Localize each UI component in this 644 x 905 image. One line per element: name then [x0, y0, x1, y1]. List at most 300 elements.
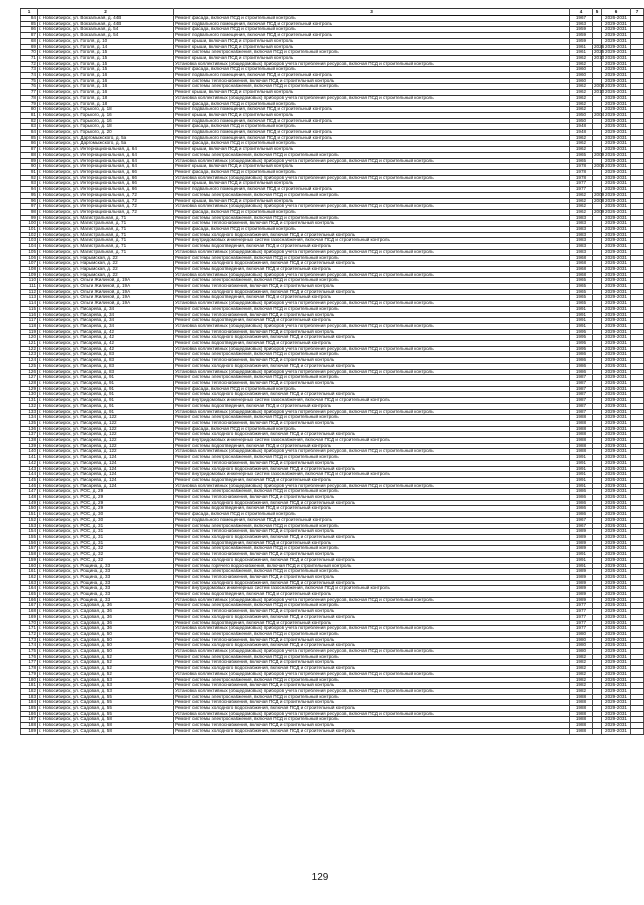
row-work-type: Ремонт системы холодного водоснабжения, включая ПСД и строительный контроль — [174, 363, 570, 369]
row-address: г. Новосибирск, ул. Садовая, д. 55 — [38, 700, 174, 706]
row-last-repair-year: 2004 — [594, 111, 605, 117]
row-work-type: Ремонт подвального помещения, включая ПСД и строительный контроль — [174, 187, 570, 193]
row-address: г. Новосибирск, ул. Писарева, д. 124 — [38, 455, 174, 461]
row-year-built: 1962 — [570, 135, 593, 141]
row-work-type: Ремонт системы теплоснабжения, включая ПСД и строительный контроль — [174, 495, 570, 501]
header-col-3: 3 — [174, 9, 570, 16]
row-number: 159 — [21, 557, 38, 563]
row-year-built: 1962 — [570, 209, 593, 215]
row-work-type: Ремонт системы электроснабжения, включая ПСД и строительный контроль — [174, 255, 570, 261]
row-work-type: Ремонт системы холодного водоснабжения, включая ПСД и строительный контроль — [174, 580, 570, 586]
row-address: г. Новосибирск, ул. Писарева, д. 124 — [38, 466, 174, 472]
row-number: 86 — [21, 141, 38, 147]
row-planned-period: 2029-2031 — [602, 706, 631, 712]
row-work-type: Ремонт системы теплоснабжения, включая ПСД и строительный контроль — [174, 460, 570, 466]
row-planned-period: 2029-2031 — [602, 198, 631, 204]
row-planned-period: 2026-2031 — [602, 124, 631, 130]
row-address: г. Новосибирск, ул. Рощина, д. 33 — [38, 580, 174, 586]
row-planned-period: 2029-2031 — [602, 187, 631, 193]
row-planned-period: 2029-2031 — [602, 534, 631, 540]
row-planned-period: 2029-2031 — [602, 84, 631, 90]
row-address: г. Новосибирск, ул. Рощина, д. 33 — [38, 563, 174, 569]
row-year-built: 1988 — [570, 420, 593, 426]
row-work-type: Установка коллективных (общедомовых) приборов учета потребления ресурсов, включая ПСД и строительный контроль — [174, 175, 570, 181]
row-year-built: 1980 — [570, 631, 593, 637]
row-work-type: Ремонт системы водоотведения, включая ПСД и строительный контроль — [174, 403, 570, 409]
row-address: г. Новосибирск, ул. Гоголя, д. 16 — [38, 90, 174, 96]
row-planned-period: 2029-2031 — [602, 284, 631, 290]
row-planned-period: 2026-2031 — [602, 603, 631, 609]
row-number: 144 — [21, 472, 38, 478]
row-work-type: Ремонт системы холодного водоснабжения, включая ПСД и строительный контроль — [174, 728, 570, 734]
row-last-repair-year: 2006 — [594, 163, 605, 169]
row-year-built: 1995 — [570, 335, 593, 341]
row-year-built: 1962 — [570, 55, 593, 61]
row-number: 96 — [21, 198, 38, 204]
row-planned-period: 2029-2031 — [602, 455, 631, 461]
row-work-type: Ремонт фасада, включая ПСД и строительный контроль — [174, 227, 570, 233]
row-planned-period: 2029-2031 — [602, 73, 631, 79]
row-work-type: Ремонт системы холодного водоснабжения, включая ПСД и строительный контроль — [174, 643, 570, 649]
row-address: г. Новосибирск, ул. Садовая, д. 52 — [38, 666, 174, 672]
row-work-type: Ремонт фасада, включая ПСД и строительный контроль — [174, 141, 570, 147]
row-planned-period: 2026-2031 — [602, 569, 631, 575]
row-planned-period: 2029-2031 — [602, 552, 631, 558]
row-year-built: 1987 — [570, 386, 593, 392]
row-year-built: 1967 — [570, 517, 593, 523]
row-planned-period: 2029-2031 — [602, 580, 631, 586]
row-year-built: 1988 — [570, 443, 593, 449]
row-year-built: 1988 — [570, 711, 593, 717]
row-work-type: Ремонт системы электроснабжения, включая ПСД и строительный контроль — [174, 603, 570, 609]
row-work-type: Ремонт крыши, включая ПСД и строительный контроль — [174, 44, 570, 50]
row-address: г. Новосибирск, ул. Писарева, д. 91 — [38, 403, 174, 409]
row-planned-period: 2029-2031 — [602, 711, 631, 717]
row-work-type: Установка коллективных (общедомовых) приборов учета потребления ресурсов, включая ПСД и строительный контроль — [174, 249, 570, 255]
row-year-built: 1995 — [570, 341, 593, 347]
row-year-built: 1977 — [570, 626, 593, 632]
row-planned-period: 2026-2031 — [602, 626, 631, 632]
row-number: 74 — [21, 73, 38, 79]
row-work-type: Ремонт системы холодного водоснабжения, включая ПСД и строительный контроль — [174, 706, 570, 712]
row-work-type: Ремонт системы холодного водоснабжения, включая ПСД и строительный контроль — [174, 392, 570, 398]
row-number: 87 — [21, 147, 38, 153]
row-work-type: Ремонт системы холодного водоснабжения, включая ПСД и строительный контроль — [174, 666, 570, 672]
row-address: г. Новосибирск, ул. Писарева, д. 122 — [38, 426, 174, 432]
row-number: 114 — [21, 301, 38, 307]
row-work-type: Ремонт фасада, включая ПСД и строительный контроль — [174, 16, 570, 22]
row-number: 75 — [21, 78, 38, 84]
row-address: г. Новосибирск, ул. Ольги Жилиной, д. 19А — [38, 295, 174, 301]
row-number: 107 — [21, 261, 38, 267]
row-address: г. Новосибирск, ул. РОС, д. 30 — [38, 512, 174, 518]
row-year-built: 1965 — [570, 301, 593, 307]
row-year-built: 1982 — [570, 688, 593, 694]
row-year-built: 1968 — [570, 261, 593, 267]
row-work-type: Ремонт фасада, включая ПСД и строительный контроль — [174, 67, 570, 73]
row-year-built: 1983 — [570, 227, 593, 233]
row-year-built: 1986 — [570, 495, 593, 501]
row-number: 97 — [21, 204, 38, 210]
row-work-type: Установка коллективных (общедомовых) приборов учета потребления ресурсов, включая ПСД и строительный контроль — [174, 483, 570, 489]
row-year-built: 1986 — [570, 369, 593, 375]
row-number: 117 — [21, 318, 38, 324]
row-year-built: 1968 — [570, 255, 593, 261]
row-planned-period: 2029-2031 — [602, 409, 631, 415]
row-year-built: 1962 — [570, 192, 593, 198]
header-col-1: 1 — [21, 9, 38, 16]
row-work-type: Ремонт внутридомовых инженерных систем газоснабжения, включая ПСД и строительный контроль — [174, 238, 570, 244]
row-last-repair-year: 2010 — [594, 54, 605, 60]
row-planned-period: 2029-2031 — [602, 227, 631, 233]
row-work-type: Установка коллективных (общедомовых) приборов учета потребления ресурсов, включая ПСД и строительный контроль — [174, 626, 570, 632]
row-number: 163 — [21, 580, 38, 586]
row-number: 92 — [21, 175, 38, 181]
row-address: г. Новосибирск, ул. Писарева, д. 122 — [38, 449, 174, 455]
row-number: 70 — [21, 50, 38, 56]
row-work-type: Установка коллективных (общедомовых) приборов учета потребления ресурсов, включая ПСД и строительный контроль — [174, 597, 570, 603]
row-work-type: Установка коллективных (общедомовых) приборов учета потребления ресурсов, включая ПСД и строительный контроль — [174, 409, 570, 415]
row-address: г. Новосибирск, ул. Магистральная, д. 71 — [38, 215, 174, 221]
row-last-repair-year: 2008 — [594, 83, 605, 89]
row-work-type: Ремонт системы электроснабжения, включая ПСД и строительный контроль — [174, 50, 570, 56]
row-planned-period: 2029-2031 — [602, 403, 631, 409]
row-address: г. Новосибирск, ул. Гоголя, д. 10 — [38, 38, 174, 44]
row-address: г. Новосибирск, ул. Вокзальная, д. 44В — [38, 21, 174, 27]
row-planned-period: 2029-2031 — [602, 95, 631, 101]
row-work-type: Ремонт фасада, включая ПСД и строительный контроль — [174, 27, 570, 33]
row-address: г. Новосибирск, ул. Интернациональная, д. 72 — [38, 204, 174, 210]
row-planned-period: 2029-2031 — [602, 135, 631, 141]
row-work-type: Установка коллективных (общедомовых) приборов учета потребления ресурсов, включая ПСД и строительный контроль — [174, 272, 570, 278]
row-number: 127 — [21, 375, 38, 381]
row-address: г. Новосибирск, ул. Садовая, д. 50 — [38, 637, 174, 643]
row-year-built: 1965 — [570, 278, 593, 284]
header-col-4: 4 — [570, 9, 593, 16]
row-address: г. Новосибирск, ул. РОС, д. 32 — [38, 552, 174, 558]
row-planned-period: 2029-2031 — [602, 375, 631, 381]
row-planned-period: 2026-2031 — [602, 495, 631, 501]
row-work-type: Ремонт крыши, включая ПСД и строительный контроль — [174, 198, 570, 204]
row-number: 145 — [21, 477, 38, 483]
row-planned-period: 2029-2031 — [602, 141, 631, 147]
row-planned-period: 2029-2031 — [602, 438, 631, 444]
row-work-type: Установка коллективных (общедомовых) приборов учета потребления ресурсов, включая ПСД и строительный контроль — [174, 95, 570, 101]
row-planned-period: 2026-2031 — [602, 381, 631, 387]
row-work-type: Установка коллективных (общедомовых) приборов учета потребления ресурсов, включая ПСД и строительный контроль — [174, 711, 570, 717]
row-address: г. Новосибирск, ул. Писарева, д. 122 — [38, 432, 174, 438]
row-year-built: 1948 — [570, 130, 593, 136]
row-planned-period: 2029-2031 — [602, 346, 631, 352]
row-planned-period: 2029-2031 — [602, 631, 631, 637]
row-year-built: 1959 — [570, 38, 593, 44]
row-planned-period: 2029-2031 — [602, 21, 631, 27]
row-work-type: Установка коллективных (общедомовых) приборов учета потребления ресурсов, включая ПСД и строительный контроль — [174, 688, 570, 694]
row-work-type: Ремонт системы электроснабжения, включая ПСД и строительный контроль — [174, 717, 570, 723]
row-number: 182 — [21, 688, 38, 694]
row-year-built: 1977 — [570, 609, 593, 615]
row-year-built: 1987 — [570, 375, 593, 381]
row-year-built: 1991 — [570, 318, 593, 324]
row-address: г. Новосибирск, ул. Горького, д. 18 — [38, 107, 174, 113]
row-planned-period: 2029-2031 — [602, 33, 631, 39]
row-work-type: Ремонт системы теплоснабжения, включая ПСД и строительный контроль — [174, 78, 570, 84]
row-work-type: Установка коллективных (общедомовых) приборов учета потребления ресурсов, включая ПСД и строительный контроль — [174, 649, 570, 655]
row-number: 116 — [21, 312, 38, 318]
row-address: г. Новосибирск, ул. Писарева, д. 124 — [38, 477, 174, 483]
row-year-built: 1988 — [570, 415, 593, 421]
row-year-built: 1948 — [570, 124, 593, 130]
row-address: г. Новосибирск, ул. Нарымская, д. 22 — [38, 266, 174, 272]
row-number: 187 — [21, 717, 38, 723]
row-planned-period: 2026-2031 — [602, 477, 631, 483]
row-work-type: Ремонт системы холодного водоснабжения, включая ПСД и строительный контроль — [174, 557, 570, 563]
row-work-type: Ремонт системы электроснабжения, включая ПСД и строительный контроль — [174, 84, 570, 90]
row-number: 112 — [21, 289, 38, 295]
row-address: г. Новосибирск, ул. Писарева, д. 42 — [38, 335, 174, 341]
row-year-built: 1962 — [570, 141, 593, 147]
row-year-built: 1988 — [570, 438, 593, 444]
row-address: г. Новосибирск, ул. Садовая, д. 52 — [38, 671, 174, 677]
row-work-type: Ремонт системы теплоснабжения, включая ПСД и строительный контроль — [174, 329, 570, 335]
row-address: г. Новосибирск, ул. Горького, д. 16 — [38, 118, 174, 124]
row-address: г. Новосибирск, ул. Гоголя, д. 15 — [38, 55, 174, 61]
row-number: 138 — [21, 438, 38, 444]
row-last-repair-year: 2009 — [594, 191, 605, 197]
row-planned-period: 2029-2031 — [602, 130, 631, 136]
row-address: г. Новосибирск, ул. Писарева, д. 122 — [38, 438, 174, 444]
row-number: 185 — [21, 706, 38, 712]
row-work-type: Ремонт крыши, включая ПСД и строительный контроль — [174, 38, 570, 44]
row-work-type: Ремонт системы электроснабжения, включая ПСД и строительный контроль — [174, 455, 570, 461]
row-work-type: Ремонт системы холодного водоснабжения, включая ПСД и строительный контроль — [174, 534, 570, 540]
row-number: 129 — [21, 386, 38, 392]
row-year-built: 1987 — [570, 409, 593, 415]
row-year-built: 1986 — [570, 352, 593, 358]
row-number: 105 — [21, 249, 38, 255]
row-number: 87 — [21, 33, 38, 39]
row-planned-period: 2026-2031 — [602, 683, 631, 689]
row-work-type: Ремонт системы холодного водоснабжения, включая ПСД и строительный контроль — [174, 614, 570, 620]
row-number: 141 — [21, 455, 38, 461]
row-planned-period: 2029-2031 — [602, 649, 631, 655]
row-work-type: Ремонт системы водоотведения, включая ПСД и строительный контроль — [174, 477, 570, 483]
row-work-type: Ремонт системы электроснабжения, включая ПСД и строительный контроль — [174, 415, 570, 421]
row-work-type: Ремонт крыши, включая ПСД и строительный контроль — [174, 112, 570, 118]
row-year-built: 1983 — [570, 232, 593, 238]
row-year-built: 1960 — [570, 67, 593, 73]
row-work-type: Ремонт фасада, включая ПСД и строительный контроль — [174, 209, 570, 215]
row-work-type: Ремонт системы водоотведения, включая ПСД и строительный контроль — [174, 592, 570, 598]
row-number: 160 — [21, 563, 38, 569]
row-address: г. Новосибирск, ул. Магистральная, д. 71 — [38, 227, 174, 233]
row-number: 91 — [21, 169, 38, 175]
row-number: 143 — [21, 466, 38, 472]
row-address: г. Новосибирск, ул. Писарева, д. 124 — [38, 472, 174, 478]
row-work-type: Ремонт системы теплоснабжения, включая ПСД и строительный контроль — [174, 420, 570, 426]
row-year-built: 1961 — [570, 44, 593, 50]
row-year-built: 1982 — [570, 660, 593, 666]
row-year-built: 1980 — [570, 649, 593, 655]
row-work-type: Ремонт внутридомовых инженерных систем газоснабжения, включая ПСД и строительный контроль — [174, 586, 570, 592]
row-year-built: 1991 — [570, 466, 593, 472]
row-planned-period: 2029-2031 — [602, 426, 631, 432]
row-year-built: 1989 — [570, 534, 593, 540]
row-number: 156 — [21, 540, 38, 546]
row-address: г. Новосибирск, ул. Писарева, д. 34 — [38, 318, 174, 324]
row-planned-period: 2029-2031 — [602, 540, 631, 546]
row-address: г. Новосибирск, ул. Даргомыжского, д. 5а — [38, 135, 174, 141]
row-year-built: 1988 — [570, 717, 593, 723]
row-planned-period: 2026-2031 — [602, 643, 631, 649]
row-planned-period: 2029-2031 — [602, 671, 631, 677]
row-work-type: Ремонт подвального помещения, включая ПСД и строительный контроль — [174, 73, 570, 79]
row-planned-period: 2029-2031 — [602, 609, 631, 615]
row-year-built: 1962 — [570, 101, 593, 107]
row-year-built: 1988 — [570, 728, 593, 734]
row-address: г. Новосибирск, ул. Писарева, д. 91 — [38, 386, 174, 392]
row-address: г. Новосибирск, ул. Писарева, д. 122 — [38, 415, 174, 421]
row-planned-period: 2029-2031 — [602, 637, 631, 643]
row-number: 119 — [21, 329, 38, 335]
row-planned-period: 2029-2031 — [602, 483, 631, 489]
row-number: 83 — [21, 124, 38, 130]
header-col-2: 2 — [38, 9, 174, 16]
row-number: 180 — [21, 677, 38, 683]
row-number: 165 — [21, 592, 38, 598]
row-work-type: Установка коллективных (общедомовых) приборов учета потребления ресурсов, включая ПСД и строительный контроль — [174, 323, 570, 329]
row-number: 106 — [21, 255, 38, 261]
row-year-built: 1983 — [570, 221, 593, 227]
row-work-type: Ремонт системы теплоснабжения, включая ПСД и строительный контроль — [174, 660, 570, 666]
row-year-built: 1967 — [570, 523, 593, 529]
row-number: 188 — [21, 723, 38, 729]
row-work-type: Ремонт системы теплоснабжения, включая ПСД и строительный контроль — [174, 574, 570, 580]
row-address: г. Новосибирск, ул. Писарева, д. 91 — [38, 375, 174, 381]
row-planned-period: 2029-2031 — [602, 700, 631, 706]
row-address: г. Новосибирск, ул. Нарымская, д. 22 — [38, 272, 174, 278]
row-number: 183 — [21, 694, 38, 700]
row-address: г. Новосибирск, ул. Садовая, д. 53 — [38, 677, 174, 683]
row-address: г. Новосибирск, ул. Интернациональная, д. 72 — [38, 209, 174, 215]
row-year-built: 1962 — [570, 204, 593, 210]
row-address: г. Новосибирск, ул. Садовая, д. 58 — [38, 723, 174, 729]
row-year-built: 1986 — [570, 489, 593, 495]
row-work-type: Ремонт системы электроснабжения, включая ПСД и строительный контроль — [174, 375, 570, 381]
row-address: г. Новосибирск, ул. Садовая, д. 52 — [38, 660, 174, 666]
row-year-built: 1988 — [570, 694, 593, 700]
row-planned-period: 2029-2031 — [602, 175, 631, 181]
row-number: 95 — [21, 192, 38, 198]
row-number: 99 — [21, 215, 38, 221]
row-year-built: 1963 — [570, 21, 593, 27]
row-year-built: 1988 — [570, 700, 593, 706]
row-address: г. Новосибирск, ул. Даргомыжского, д. 5а — [38, 141, 174, 147]
row-work-type: Ремонт системы электроснабжения, включая ПСД и строительный контроль — [174, 215, 570, 221]
row-year-built: 1978 — [570, 175, 593, 181]
row-address: г. Новосибирск, ул. Интернациональная, д. 64 — [38, 164, 174, 170]
row-planned-period: 2029-2031 — [602, 728, 631, 734]
row-work-type: Установка коллективных (общедомовых) приборов учета потребления ресурсов, включая ПСД и строительный контроль — [174, 449, 570, 455]
row-work-type: Ремонт крыши, включая ПСД и строительный контроль — [174, 181, 570, 187]
row-work-type: Ремонт системы теплоснабжения, включая ПСД и строительный контроль — [174, 683, 570, 689]
row-address: г. Новосибирск, ул. Вокзальная, д. 54 — [38, 27, 174, 33]
row-address: г. Новосибирск, ул. Ольги Жилиной, д. 19А — [38, 301, 174, 307]
row-work-type: Ремонт фасада, включая ПСД и строительный контроль — [174, 512, 570, 518]
row-work-type: Ремонт подвального помещения, включая ПСД и строительный контроль — [174, 135, 570, 141]
row-planned-period: 2026-2031 — [602, 620, 631, 626]
row-last-repair-year: 2008 — [594, 197, 605, 203]
row-work-type: Ремонт системы теплоснабжения, включая ПСД и строительный контроль — [174, 723, 570, 729]
row-planned-period: 2029-2031 — [602, 215, 631, 221]
row-number: 162 — [21, 574, 38, 580]
row-work-type: Ремонт системы горячего водоснабжения, включая ПСД и строительный контроль — [174, 563, 570, 569]
row-address: г. Новосибирск, ул. Писарева, д. 83 — [38, 358, 174, 364]
row-work-type: Ремонт системы водоотведения, включая ПСД и строительный контроль — [174, 506, 570, 512]
row-year-built: 1988 — [570, 449, 593, 455]
row-work-type: Ремонт системы электроснабжения, включая ПСД и строительный контроль — [174, 546, 570, 552]
row-year-built: 1995 — [570, 346, 593, 352]
row-number: 85 — [21, 135, 38, 141]
row-planned-period: 2026-2031 — [602, 574, 631, 580]
row-number: 181 — [21, 683, 38, 689]
row-planned-period: 2026-2031 — [602, 523, 631, 529]
row-work-type: Ремонт системы электроснабжения, включая ПСД и строительный контроль — [174, 192, 570, 198]
row-number: 90 — [21, 164, 38, 170]
row-planned-period: 2029-2031 — [602, 443, 631, 449]
row-work-type: Установка коллективных (общедомовых) приборов учета потребления ресурсов, включая ПСД и строительный контроль — [174, 346, 570, 352]
row-planned-period: 2029-2031 — [602, 27, 631, 33]
row-number: 72 — [21, 61, 38, 67]
row-year-built: 1962 — [570, 95, 593, 101]
row-year-built: 1961 — [570, 50, 593, 56]
row-planned-period: 2029-2031 — [602, 398, 631, 404]
row-address: г. Новосибирск, ул. Писарева, д. 34 — [38, 312, 174, 318]
row-number: 122 — [21, 346, 38, 352]
row-address: г. Новосибирск, ул. Интернациональная, д. 72 — [38, 192, 174, 198]
row-number: 175 — [21, 649, 38, 655]
row-number: 124 — [21, 358, 38, 364]
page-number: 129 — [311, 872, 329, 883]
row-address: г. Новосибирск, ул. Садовая, д. 55 — [38, 706, 174, 712]
row-address: г. Новосибирск, ул. Садовая, д. 36 — [38, 626, 174, 632]
row-planned-period: 2029-2031 — [602, 329, 631, 335]
row-work-type: Ремонт системы электроснабжения, включая ПСД и строительный контроль — [174, 523, 570, 529]
row-address: г. Новосибирск, ул. РОС, д. 31 — [38, 523, 174, 529]
row-number: 94 — [21, 187, 38, 193]
row-number: 135 — [21, 420, 38, 426]
row-year-built: 1987 — [570, 403, 593, 409]
row-year-built: 1986 — [570, 363, 593, 369]
row-number: 68 — [21, 38, 38, 44]
row-planned-period: 2026-2031 — [602, 152, 631, 158]
row-planned-period: 2026-2031 — [602, 677, 631, 683]
row-planned-period: 2029-2031 — [602, 50, 631, 56]
row-address: г. Новосибирск, ул. РОС, д. 29 — [38, 506, 174, 512]
row-year-built: 1950 — [570, 112, 593, 118]
row-planned-period: 2026-2031 — [602, 363, 631, 369]
row-number: 93 — [21, 181, 38, 187]
row-number: 153 — [21, 523, 38, 529]
row-planned-period: 2026-2031 — [602, 204, 631, 210]
row-number: 88 — [21, 152, 38, 158]
row-number: 154 — [21, 529, 38, 535]
row-address: г. Новосибирск, ул. Садовая, д. 36 — [38, 609, 174, 615]
row-work-type: Ремонт системы водоотведения, включая ПСД и строительный контроль — [174, 318, 570, 324]
row-planned-period: 2029-2031 — [602, 318, 631, 324]
row-address: г. Новосибирск, ул. Садовая, д. 53 — [38, 683, 174, 689]
row-number: 146 — [21, 483, 38, 489]
